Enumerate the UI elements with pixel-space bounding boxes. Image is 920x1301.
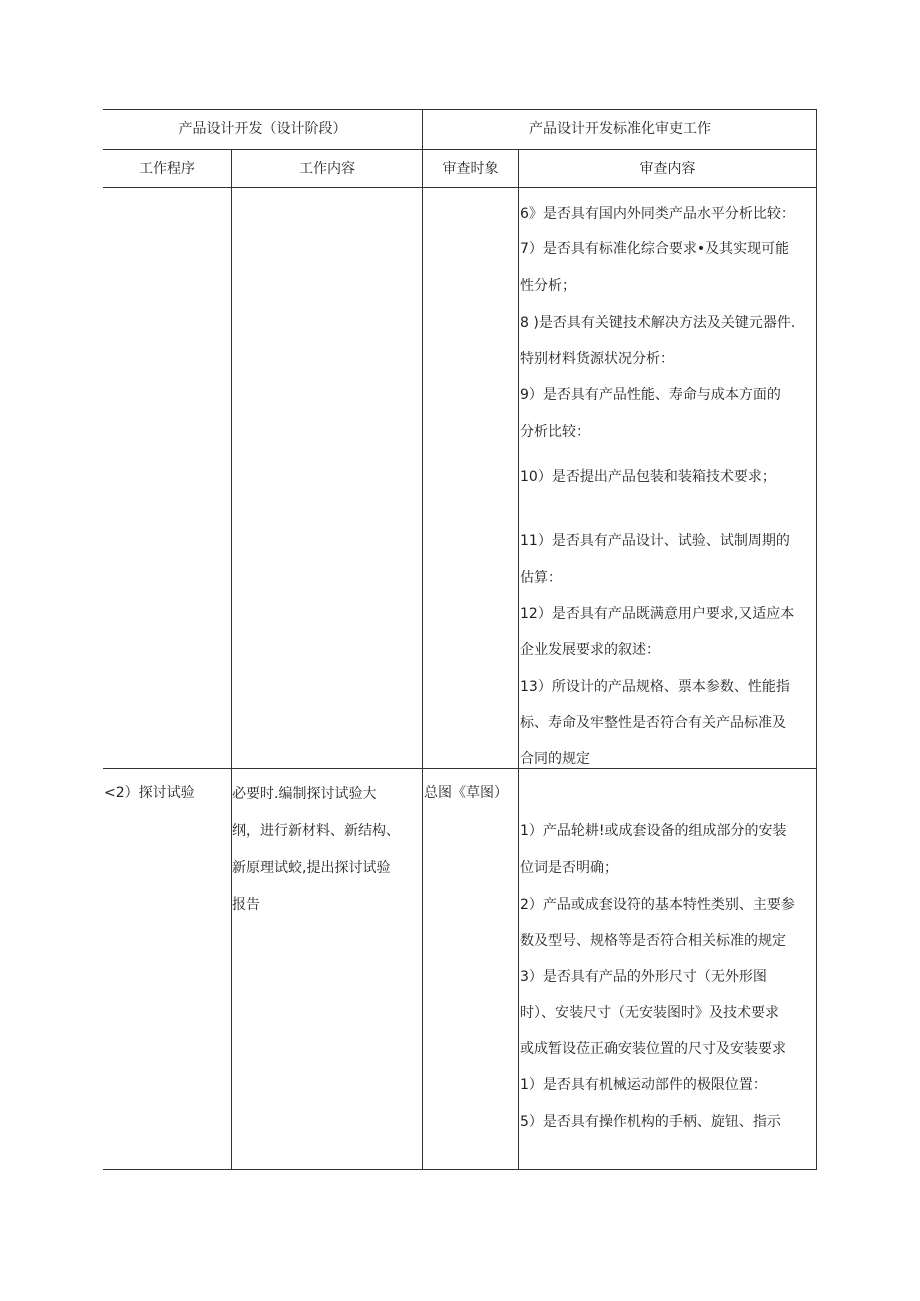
row2-procedure-cell [103,769,231,1169]
review-line: 2）产品或成套设符的基本特性类别、主要参 [520,897,795,913]
review-line: 5）是否具有操作机构的手柄、旋钮、指示 [520,1114,781,1130]
content-line: 纲，进行新材料、新结构、 [232,823,400,839]
row2-content-cell [232,769,422,1169]
content-line: 新原理试蛟,提出探讨试验 [232,860,391,876]
header-procedure: 工作程序 [139,161,195,177]
review-line: 估算： [520,570,562,586]
header-review: 审查内容 [639,161,696,177]
procedure-text: <2）探讨试验 [104,785,195,801]
content-line: 报告 [232,897,260,913]
review-line: 8 )是否具有关键技术解决方法及关键元器件. [520,315,796,331]
review-line: 10）是否提出产品包装和装箱技术要求； [520,469,776,485]
row1-review-cell [520,109,816,768]
review-line: 合同的规定 [520,751,590,767]
header-right-group: 产品设计开发标准化审吏工作 [529,121,711,137]
review-line: 7）是否具有标准化综合要求•及其实现可能 [520,241,790,257]
review-line: 3）是否具有产品的外形尺寸（无外形图 [520,969,767,985]
review-line: 特别材料货源状况分析： [520,351,674,367]
review-table [103,109,817,1170]
table-right-border [816,109,817,1170]
review-line: 9）是否具有产品性能、寿命与成本方面的 [520,387,781,403]
header-object: 审查时象 [442,161,499,177]
review-line: 位词是否明确； [520,860,618,876]
review-line: 标、寿命及牢整性是否符合有关产品标准及 [520,715,786,731]
content-line: 必要时.编制探讨试验大 [232,786,377,802]
review-line: 时）、安装尺寸（无安装图时》及技术要求 [520,1005,779,1021]
object-text: 总图《草图） [424,785,508,801]
review-line: 1）产品轮耕!或成套设备的组成部分的安装 [520,823,787,839]
header-content: 工作内容 [299,161,355,177]
table-bottom-border [103,1169,817,1170]
review-line: 性分析； [520,278,576,294]
review-line: 1）是否具有机械运动部件的极限位置： [520,1077,767,1093]
header-left-group: 产品设计开发（设计阶段） [178,121,347,137]
row2-object-cell [423,769,518,1169]
review-line: 11）是否具有产品设计、试验、试制周期的 [520,533,790,549]
review-line: 企业发展要求的叙述： [520,642,660,658]
review-line: 12）是否具有产品既满意用户要求,又适应本 [520,606,795,622]
column-divider-3 [518,149,519,1170]
review-line: 分析比较： [520,424,590,440]
review-line: 数及型号、规格等是否符合相关标准的规定 [520,933,786,949]
review-line: 6》是否具有国内外同类产品水平分析比较： [520,206,795,222]
review-line: 13）所设计的产品规格、票本参数、性能指 [520,679,790,695]
row2-review-cell [520,769,816,1169]
review-line: 或成暂设莅正确安装位置的尺寸及安装要求 [520,1041,786,1057]
